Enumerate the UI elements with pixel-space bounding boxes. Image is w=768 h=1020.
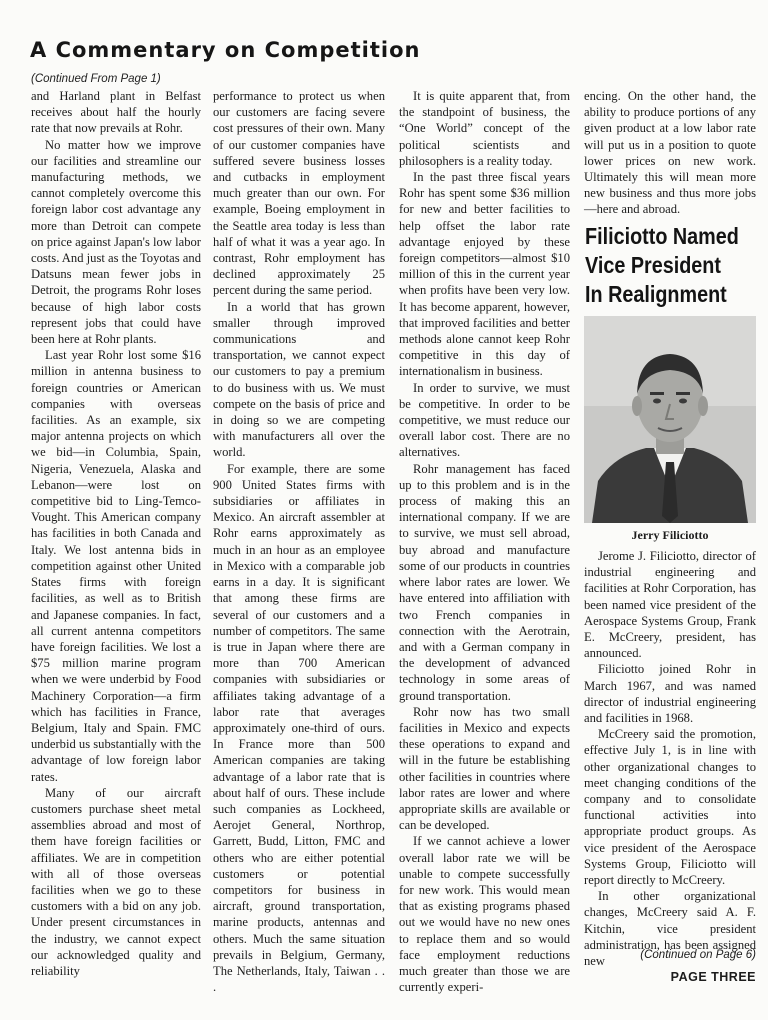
paragraph: Jerome J. Filiciotto, director of industrial engineering and facilities at Rohr Corporation, has been named vice president of the Aerospace Systems Group, Frank E. McCreery, president, has announced. [584,549,756,661]
paragraph: and Harland plant in Belfast receives about half the hourly rate that now prevails at Rohr. [31,89,201,136]
paragraph: No matter how we improve our facilities and streamline our manufacturing methods, we cannot completely overcome this foreign labor cost advantage any more than Detroit can compete on price against Japan's low labor costs. And just as the Toyotas and Datsuns mean fewer jobs in Detroit, the programs Rohr loses because of high labor costs represent jobs that could have been here at Rohr plants. [31,137,201,347]
paragraph: Rohr management has faced up to this problem and is in the process of making this an international company. If we are to survive, we must sell abroad, buy abroad and manufacture some of our products in countries where labor rates are lower. We have entered into affiliation with two French companies in connection with the Aerotrain, and with a German company in the development of advanced technology in some areas of ground transportation. [399,461,570,703]
paragraph: In other organizational changes, McCreery said A. F. Kitchin, vice president administration, has been assigned new [584,889,756,969]
article-column-4 [584,88,756,218]
page-number-label: PAGE THREE [670,970,756,984]
article-headline: A Commentary on Competition [30,38,421,62]
paragraph: Last year Rohr lost some $16 million in antenna business to foreign countries or American companies with overseas facilities. As an example, six major antenna projects on which we bid—in Columbia, Spain, Nigeria, Venezuela, Alaska and Lebanon—were lost on competitive bid to Ling-Temco-Vought. This American company has facilities in both Canada and Italy. We lost antenna bids in competition against other United States firms with foreign facilities, as well as to British and Japanese companies. In fact, all current antenna competitors have foreign facilities. We lost a $75 million marine program when we were underbid by Food Machinery Corporation—a firm which has facilities in France, Belgium, Italy and Spain. FMC underbid us substantially with the advantage of low foreign labor rates. [31,348,201,784]
paragraph: performance to protect us when our customers are facing severe cost pressures of their own. Many of our customer companies have suffered severe business losses and cutbacks in employment much greater than our own. For example, Boeing employment in the Seattle area today is less than half of what it was a year ago. In contrast, Rohr employment has declined approximately 25 percent during the same period. [213,89,385,298]
sidebar-headline [585,222,739,309]
sidebar-headline-line: Filiciotto Named [585,223,739,249]
paragraph: Many of our aircraft customers purchase sheet metal assemblies abroad and most of them have foreign facilities or affiliates. We are in competition with all of those overseas facilities when we go to these customers with a bid on any job. Under present circumstances in the industry, we cannot expect our acknowledged quality and reliability [31,785,201,978]
portrait-photo [584,316,756,523]
photo-caption: Jerry Filiciotto [631,528,709,542]
paragraph: For example, there are some 900 United States firms with subsidiaries or affiliates in Mexico. An aircraft assembler at Rohr earns approximately as much in an hour as an employee in Mexico with a comparable job earns in a day. It is significant that among these firms are several of our customers and a number of competitors. The same is true in Japan where there are more than 700 American companies with subsidiaries or affiliates taking advantage of a labor rate that averages approximately one-third of ours. In France more than 500 American companies are taking advantage of a labor rate that is about half of ours. These include such companies as Lockheed, Aerojet General, Northrop, Garrett, Budd, Litton, FMC and others who are either potential customers or potential competitors for business in aircraft, ground transportation, marine products, antennas and others. Much the same situation prevails in Belgium, Germany, The Netherlands, Italy, Taiwan . . . [213,461,385,995]
paragraph: encing. On the other hand, the ability to produce portions of any given product at a low labor rate will put us in a position to quote lower prices on new work. Ultimately this will mean more new business and thus more jobs—here and abroad. [584,89,756,217]
portrait-illustration [584,316,756,523]
paragraph: In the past three fiscal years Rohr has spent some $36 million for new and better facilities to help offset the labor rate advantage enjoyed by these foreign competitors—almost $10 million of this in the current year when profits have been very low. It has become apparent, however, that improved facilities and better methods alone cannot keep Rohr competitive in this day of internationalism in business. [399,170,570,379]
continued-from-note: (Continued From Page 1) [31,73,161,85]
sidebar-article [584,548,756,969]
paragraph: Filiciotto joined Rohr in March 1967, and was named director of industrial engineering and facilities in 1968. [584,662,756,726]
paragraph: In a world that has grown smaller through improved communications and transportation, we cannot expect our customers to pay a premium to do business with us. We must compete on the basis of price and in doing so we are competing with manufacturers all over the world. [213,299,385,460]
article-column-3 [399,88,570,995]
paragraph: In order to survive, we must be competitive. In order to be competitive, we must reduce our overall labor cost. There are no alternatives. [399,380,570,460]
sidebar-headline-line: Vice President [585,252,721,278]
paragraph: It is quite apparent that, from the standpoint of business, the “One World” concept of the political scientists and philosophers is a reality today. [399,89,570,168]
paragraph: Rohr now has two small facilities in Mexico and expects these operations to expand and will in the future be establishing other facilities in countries where labor rates are lower and where appropriate skills are available or can be developed. [399,704,570,833]
sidebar-headline-line: In Realignment [585,281,727,307]
paragraph: McCreery said the promotion, effective July 1, is in line with other organizational changes to meet changing conditions of the company and to consolidate functional activities into appropriate product groups. As vice president of the Aerospace Systems Group, Filiciotto will report directly to McCreery. [584,727,756,888]
continued-on-note: (Continued on Page 6) [640,949,756,961]
article-column-2 [213,88,385,995]
paragraph: If we cannot achieve a lower overall labor rate we will be unable to compete successfully for new work. This would mean that as existing programs phased out we would have no new ones to replace them and so would face employment reductions much greater than those we are currently experi- [399,834,570,995]
article-column-1 [31,88,201,979]
